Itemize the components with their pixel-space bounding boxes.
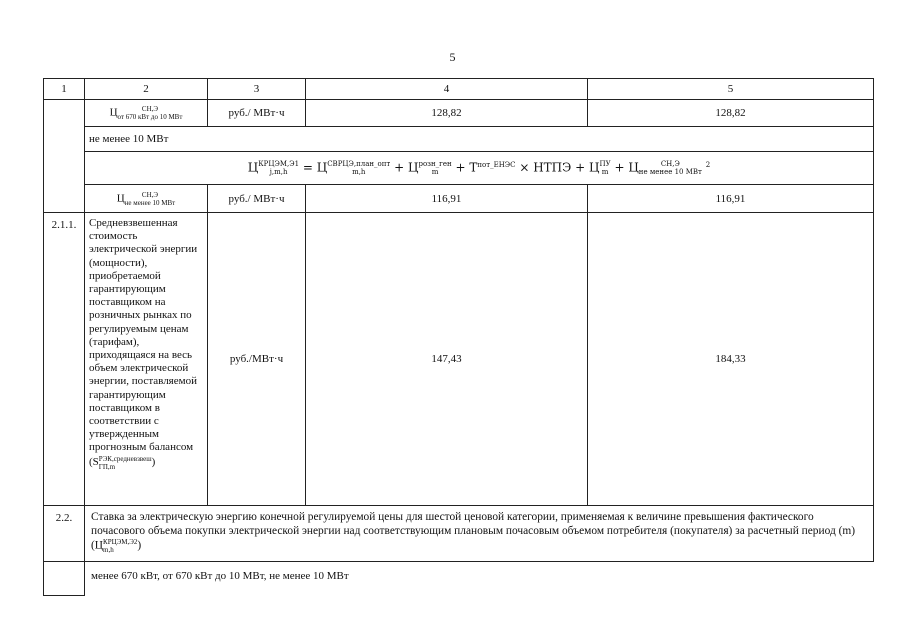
tariff-table xyxy=(43,78,874,596)
row-2-1-1-col4: 147,43 xyxy=(306,213,588,506)
row-670-10-col5: 128,82 xyxy=(588,100,874,127)
row-670-10 xyxy=(44,100,874,127)
header-col-4: 4 xyxy=(306,79,588,100)
section-over-10-row xyxy=(44,127,874,152)
row-2-2-text: Ставка за электрическую энергию конечной регулируемой цены для шестой ценовой категории, применяемая к величине превышения фактического почасового объема покупки электрической энергии над соответствующим плановым почасовым объемом потребителя (покупателя) за расчетный период (m) (Ц КРЦЭМ,Э2 m,h ) xyxy=(85,506,874,562)
header-col-1: 1 xyxy=(44,79,85,100)
row-last-blank xyxy=(44,562,85,596)
header-row xyxy=(44,79,874,100)
row-over-10-col4: 116,91 xyxy=(306,185,588,213)
header-col-3: 3 xyxy=(208,79,306,100)
row-670-10-unit: руб./ МВт·ч xyxy=(208,100,306,127)
row-2-1-1-formula: (S РЭК,средневзвеш ГП,m ) xyxy=(89,454,156,471)
row-2-2 xyxy=(44,506,874,562)
row-last xyxy=(44,562,874,596)
row-2-1-1-description: Средневзвешенная стоимость электрической энергии (мощности), приобретаемой гарантирующим поставщиком на розничных рынках по регулируемым ценам (тарифам), приходящаяся на весь объем электрической энергии, поставляемой гарантирующим поставщиком в соответствии с утвержденным прогнозным балансом (S РЭК,средневзвеш ГП,m ) xyxy=(85,213,208,506)
row-670-10-symbol: Ц СН,Э от 670 кВт до 10 МВт xyxy=(85,100,208,127)
formula-note: 2 xyxy=(705,160,711,169)
row-2-1-1-unit: руб./МВт·ч xyxy=(208,213,306,506)
blank-number-cell xyxy=(44,100,85,213)
header-col-5: 5 xyxy=(588,79,874,100)
formula-row xyxy=(44,152,874,185)
header-col-2: 2 xyxy=(85,79,208,100)
section-over-10-label: не менее 10 МВт xyxy=(85,127,874,152)
row-over-10-unit: руб./ МВт·ч xyxy=(208,185,306,213)
row-2-2-number: 2.2. xyxy=(44,506,85,562)
page-number: 5 xyxy=(449,50,456,64)
row-2-1-1-number: 2.1.1. xyxy=(44,213,85,506)
row-over-10 xyxy=(44,185,874,213)
row-over-10-symbol: Ц СН,Э не менее 10 МВт xyxy=(85,185,208,213)
price-formula: Ц КРЦЭМ,Э1 j,m,h = Ц СВРЦЭ,план_опт m,h + Ц розн_ген m + $Т^{пот\_ЕНЭС}$ × НТПЭ + Ц ПУ m + Ц СН,Э не менее 10 МВт $^2$ xyxy=(85,152,874,185)
row-2-1-1-col5: 184,33 xyxy=(588,213,874,506)
row-2-1-1 xyxy=(44,213,874,506)
row-670-10-col4: 128,82 xyxy=(306,100,588,127)
row-last-text: менее 670 кВт, от 670 кВт до 10 МВт, не менее 10 МВт xyxy=(85,562,874,596)
row-over-10-col5: 116,91 xyxy=(588,185,874,213)
